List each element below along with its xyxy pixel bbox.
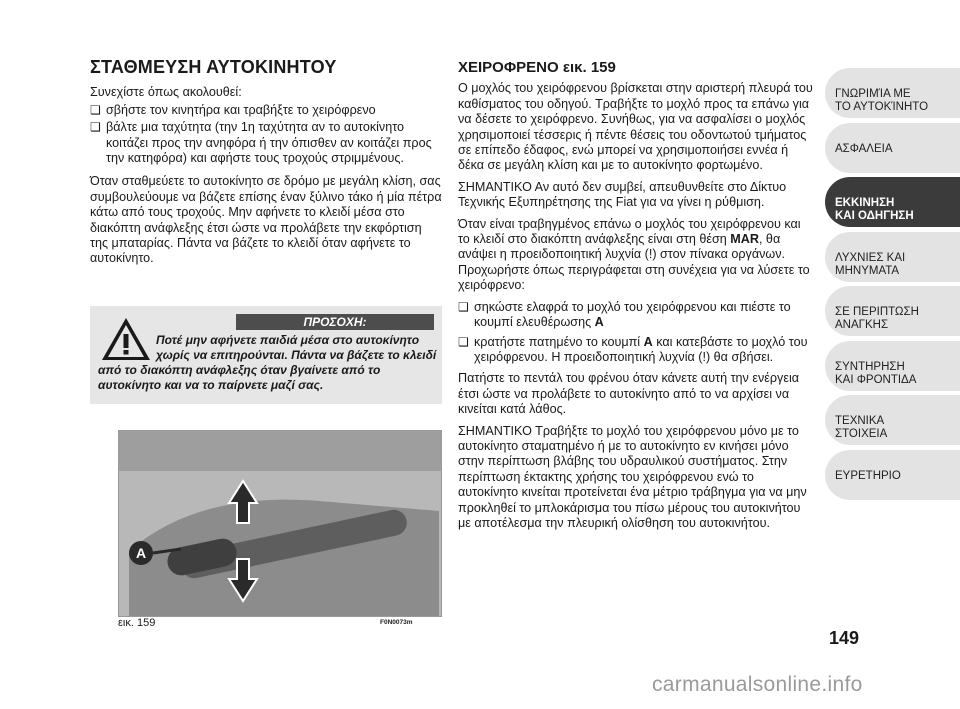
tab-label: ΕΥΡΕΤΗΡΙΟ [835, 469, 901, 482]
list-item [458, 335, 814, 366]
tab-emergency[interactable] [825, 286, 960, 336]
text-run: και κατεβάστε το μοχλό του χειρόφρενου. Η προειδοποιητική λυχνία [474, 334, 808, 364]
tab-label: ΑΝΑΓΚΗΣ [835, 319, 889, 331]
release-paragraph [458, 217, 814, 294]
list-item [458, 300, 814, 331]
parking-paragraph: Όταν σταθμεύετε το αυτοκίνητο σε δρόμο με μεγάλη κλίση, σας συμβουλεύουμε να βάζετε επίσης έναν ξύλινο τάκο ή μία πέτρα κάτω από τους τροχούς. Μην αφήνετε το κλειδί μέσα στο διακόπτη ανάφλεξης έτσι ώστε να προλάβετε την εκφόρτιση της μπαταρίας. Πάντα να βάζετε το κλειδί όταν αφήνετε το αυτοκίνητο. [90, 174, 442, 266]
page-number: 149 [829, 628, 860, 648]
text-run: σηκώστε ελαφρά το μοχλό του χειρόφρενου και πιέστε το κουμπί ελευθέρωσης [474, 299, 791, 330]
warning-box [90, 306, 442, 404]
brake-pedal-paragraph: Πατήστε το πεντάλ του φρένου όταν κάνετε αυτή την ενέργεια έτσι ώστε να προλάβετε το αυτοκίνητο από το να αρχίσει να κινείται κατά λάθος. [458, 371, 800, 417]
figure-caption: εικ. 159 [118, 617, 156, 629]
tab-label: ΕΚΚΙΝΗΣΗ [835, 197, 895, 209]
tab-label: ΚΑΙ ΟΔΗΓΗΣΗ [835, 210, 914, 222]
tab-label: ΣΕ ΠΕΡΙΠΤΩΣΗ [835, 306, 919, 318]
tab-label: ΤΕΧΝΙΚΑ [835, 415, 885, 427]
handbrake-photo [118, 430, 442, 617]
text-run: κρατήστε πατημένο το κουμπί [474, 334, 641, 349]
tab-label: ΣΤΟΙΧΕΙΑ [835, 428, 888, 440]
tab-lights-messages[interactable] [825, 232, 960, 282]
intro-text: Συνεχίστε όπως ακολουθεί: [90, 85, 242, 100]
chapter-nav [825, 68, 960, 504]
figure-code: F0N0073m [380, 619, 413, 626]
text-run: , θα ανάψει η προειδοποιητική λυχνία [458, 232, 781, 262]
list-item: ❑ βάλτε μια ταχύτητα (την 1η ταχύτητα αν το αυτοκίνητο κοιτάζει προς την ανηφόρα ή την όπισθεν αν κοιτάζει προς την κατηφόρα) και αφήστε τους τροχούς στριμμένους. [90, 120, 442, 166]
handbrake-illustration [119, 431, 441, 616]
tab-label: ΚΑΙ ΦΡΟΝΤΙΔΑ [835, 373, 917, 386]
tab-label: ΤΟ ΑΥΤΟΚΊΝΗΤΟ [835, 101, 929, 113]
handbrake-paragraph: Ο μοχλός του χειρόφρενου βρίσκεται στην αριστερή πλευρά του καθίσματος του οδηγού. Τραβήξτε το μοχλό προς τα επάνω για να δέσετε το χειρόφρενο. Συνήθως, για να ασφαλίσει ο μοχλός χρησιμοποιεί τέσσερις ή πέντε θέσεις του οδοντωτού τμήματος σε επίπεδο έδαφος, ενώ μπορεί να χρησιμοποιήσει εννέα ή δέκα σε μεγάλη κλίση και με το αυτοκίνητο φορτωμένο. [458, 81, 813, 173]
text-run: Όταν είναι τραβηγμένος επάνω ο μοχλός του χειρόφρενου και το κλειδί στο διακόπτη ανάφλεξης είναι στη θέση [458, 216, 801, 247]
tab-label: ΑΣΦΑΛΕΙΑ [835, 142, 893, 155]
tab-maintenance[interactable] [825, 341, 960, 391]
text-run: θα σβήσει. [713, 349, 774, 364]
left-column [90, 57, 442, 273]
tab-technical-data[interactable] [825, 395, 960, 445]
tab-starting-driving[interactable] [825, 177, 960, 227]
important-note-2: ΣΗΜΑΝΤΙΚΟ Τραβήξτε το μοχλό του χειρόφρενου μόνο με το αυτοκίνητο σταματημένο ή με το αυτοκίνητο εν κινήσει μόνο στην περίπτωση βλάβης του υδραυλικού συστήματος. Στην περίπτωση έκτακτης χρήσης του χειρόφρενου ενώ το αυτοκίνητο κινείται προτείνεται ένα μέτριο τράβηγμα για να μην προκληθεί το μπλοκάρισμα του πίσω μέρους του αυτοκινήτου με αποτέλεσμα την πλευρική ολίσθηση του αυτοκινήτου. [458, 423, 807, 530]
key-position-label: MAR [730, 232, 759, 247]
tab-index[interactable] [825, 450, 960, 500]
warning-line: αυτοκίνητο και να το παίρνετε μαζί σας. [98, 378, 324, 392]
button-letter: A [594, 315, 604, 330]
tab-safety[interactable] [825, 123, 960, 173]
tab-label: ΣΥΝΤΗΡΗΣΗ [835, 360, 905, 373]
section-heading-parking: ΣΤΑΘΜΕΥΣΗ ΑΥΤΟΚΙΝΗΤΟΥ [90, 57, 337, 77]
figure-marker: A [135, 545, 147, 561]
warning-text [98, 333, 438, 393]
tab-label: ΓΝΩΡΙΜΊΑ ΜΕ [835, 88, 911, 100]
brake-warning-lamp-icon: (!) [698, 349, 711, 364]
tab-label: ΜΗΝΥΜΑΤΑ [835, 264, 900, 277]
important-note: ΣΗΜΑΝΤΙΚΟ Αν αυτό δεν συμβεί, απευθυνθείτε στο Δίκτυο Τεχνικής Εξυπηρέτησης της Fiat για να γίνει η ρύθμιση. [458, 179, 787, 210]
warning-title: ΠΡΟΣΟΧΗ: [236, 314, 434, 330]
list-item: ❑ σβήστε τον κινητήρα και τραβήξτε το χειρόφρενο [90, 103, 442, 118]
text-run: στον πίνακα οργάνων. Προχωρήστε όπως περιγράφεται στη συνέχεια για να λύσετε το χειρόφρενο: [458, 247, 810, 293]
tab-getting-to-know[interactable] [825, 68, 960, 118]
warning-line: από το διακόπτη ανάφλεξης όταν βγαίνετε από το [98, 363, 381, 377]
right-column [458, 60, 814, 537]
button-letter: A [643, 334, 653, 349]
warning-line: Ποτέ μην αφήνετε παιδιά μέσα στο αυτοκίνητο [156, 333, 420, 347]
watermark: carmanualsonline.info [652, 673, 863, 696]
section-heading-handbrake: ΧΕΙΡΟΦΡΕΝΟ εικ. 159 [458, 59, 616, 76]
warning-line: χωρίς να επιτηρούνται. Πάντα να βάζετε το κλειδί [156, 348, 437, 362]
tab-label: ΛΥΧΝΙΕΣ ΚΑΙ [835, 251, 906, 264]
brake-warning-lamp-icon: (!) [644, 247, 657, 262]
